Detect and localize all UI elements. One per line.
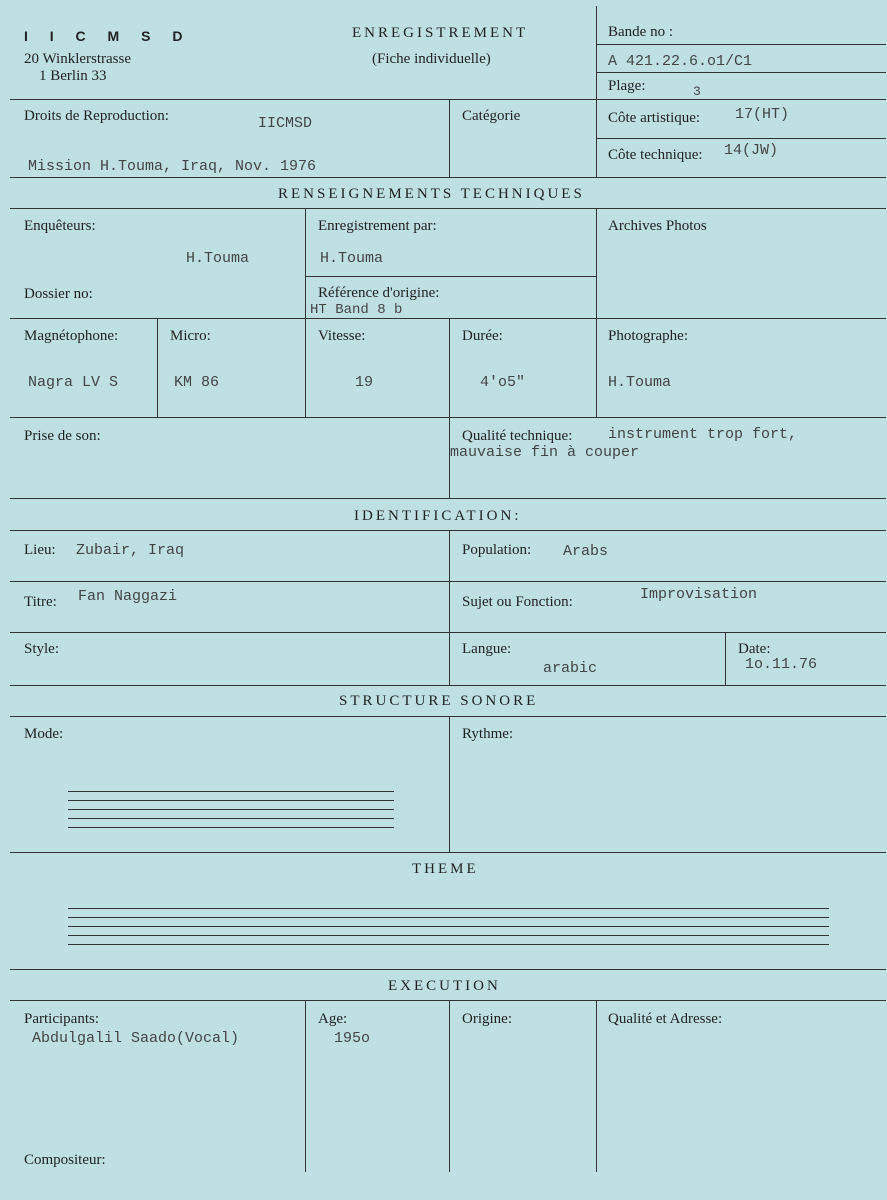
droits-label: Droits de Reproduction: [24,108,169,124]
droits-value: IICMSD [258,115,313,132]
section-tech: RENSEIGNEMENTS TECHNIQUES [278,186,585,202]
rule-lieu [10,581,886,582]
duree-value: 4'o5" [480,374,526,391]
rule-top-right-1 [596,44,886,45]
theme-staff-line-2 [68,917,829,918]
reference-value: HT Band 8 b [310,302,403,318]
rule-theme-top [10,852,886,853]
plage-value: 3 [693,84,701,99]
titre-value: Fan Naggazi [78,588,178,605]
institute-logo: I I C M S D [24,28,192,44]
institute-city: 1 Berlin 33 [39,68,107,84]
section-theme: THEME [412,861,479,877]
qualite-technique-label: Qualité technique: [462,428,573,444]
rule-ident-top [10,498,886,499]
vrule-exec-1 [305,1000,306,1172]
reference-label: Référence d'origine: [318,285,440,301]
date-label: Date: [738,641,771,657]
rule-exec-top [10,969,886,970]
micro-value: KM 86 [174,374,220,391]
style-label: Style: [24,641,60,657]
rule-struct-top [10,685,886,686]
form-subtitle: (Fiche individuelle) [372,51,491,67]
bande-label: Bande no : [608,24,673,40]
enreg-par-label: Enregistrement par: [318,218,437,234]
archives-label: Archives Photos [608,218,707,234]
form-title: ENREGISTREMENT [352,25,529,41]
population-value: Arabs [563,543,609,560]
cote-artistique-label: Côte artistique: [608,110,701,126]
sujet-value: Improvisation [640,586,758,603]
vrule-tech-1 [305,208,306,418]
age-value: 195o [334,1030,371,1047]
photographe-label: Photographe: [608,328,688,344]
institute-street: 20 Winklerstrasse [24,51,132,67]
date-value: 1o.11.76 [745,656,818,673]
age-label: Age: [318,1011,348,1027]
lieu-value: Zubair, Iraq [76,542,185,559]
qualite-technique-value-2: mauvaise fin à couper [450,444,640,461]
lieu-label: Lieu: [24,542,56,558]
rule-enreg [305,276,596,277]
cote-technique-value: 14(JW) [724,142,779,159]
magnetophone-value: Nagra LV S [28,374,119,391]
enqueteurs-label: Enquêteurs: [24,218,96,234]
theme-staff-line-4 [68,935,829,936]
vrule-header [596,6,597,177]
langue-label: Langue: [462,641,512,657]
enqueteurs-value: H.Touma [186,250,250,267]
magnetophone-label: Magnétophone: [24,328,119,344]
rule-tech-top [10,177,886,178]
titre-label: Titre: [24,594,57,610]
mode-staff-line-4 [68,818,394,819]
rule-top-right-2 [596,72,886,73]
vrule-date [725,632,726,685]
bande-value: A 421.22.6.o1/C1 [608,53,753,70]
vrule-categorie [449,99,450,177]
origine-label: Origine: [462,1011,512,1027]
cote-artistique-value: 17(HT) [735,106,790,123]
vrule-tech-2 [596,208,597,418]
rule-row4 [10,417,886,418]
mode-staff-line-2 [68,800,394,801]
population-label: Population: [462,542,532,558]
participants-label: Participants: [24,1011,99,1027]
theme-staff-line-3 [68,926,829,927]
compositeur-label: Compositeur: [24,1152,106,1168]
prise-de-son-label: Prise de son: [24,428,101,444]
plage-label: Plage: [608,78,646,94]
mission-value: Mission H.Touma, Iraq, Nov. 1976 [28,158,317,175]
mode-staff-line-3 [68,809,394,810]
categorie-label: Catégorie [462,108,521,124]
vrule-duree [449,318,450,498]
duree-label: Durée: [462,328,503,344]
sujet-label: Sujet ou Fonction: [462,594,573,610]
qualite-adresse-label: Qualité et Adresse: [608,1011,723,1027]
qualite-technique-value-1: instrument trop fort, [608,426,798,443]
vitesse-label: Vitesse: [318,328,366,344]
photographe-value: H.Touma [608,374,672,391]
vitesse-value: 19 [355,374,374,391]
vrule-struct [449,716,450,852]
rule-titre [10,632,886,633]
rule-cote [596,138,886,139]
rule-exec-bottom [10,1000,886,1001]
rule-struct-bottom [10,716,886,717]
rythme-label: Rythme: [462,726,514,742]
micro-label: Micro: [170,328,211,344]
rule-row3 [10,318,886,319]
mode-label: Mode: [24,726,64,742]
vrule-ident [449,530,450,685]
section-identification: IDENTIFICATION: [354,508,522,524]
rule-tech-bottom [10,208,886,209]
participants-value: Abdulgalil Saado(Vocal) [32,1030,240,1047]
mode-staff-line-5 [68,827,394,828]
vrule-exec-2 [449,1000,450,1172]
dossier-label: Dossier no: [24,286,93,302]
mode-staff-line-1 [68,791,394,792]
section-structure: STRUCTURE SONORE [339,693,539,709]
rule-ident-bottom [10,530,886,531]
theme-staff-line-5 [68,944,829,945]
langue-value: arabic [543,660,598,677]
vrule-micro [157,318,158,417]
enreg-par-value: H.Touma [320,250,384,267]
theme-staff-line-1 [68,908,829,909]
cote-technique-label: Côte technique: [608,147,703,163]
vrule-exec-3 [596,1000,597,1172]
rule-header-bottom [10,99,886,100]
section-execution: EXECUTION [388,978,501,994]
